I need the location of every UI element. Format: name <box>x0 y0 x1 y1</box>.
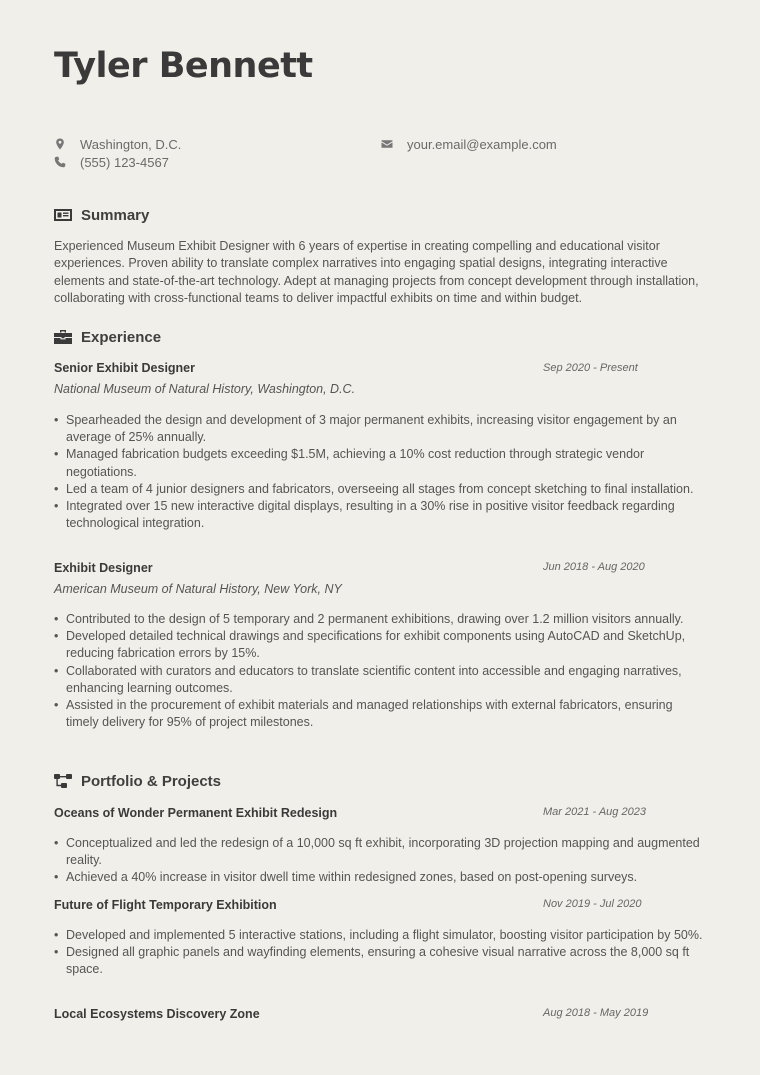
diagram-icon <box>54 773 72 789</box>
bullet-item: • Collaborated with curators and educators to translate scientific content into accessible and engaging narratives, enhancing learning outcomes. <box>54 663 706 697</box>
contact-phone <box>54 153 169 171</box>
phone-text: (555) 123-4567 <box>80 154 169 170</box>
job-title: Senior Exhibit Designer <box>54 361 196 375</box>
briefcase-icon <box>54 329 72 345</box>
contact-location <box>54 135 181 153</box>
summary-title: Summary <box>81 206 150 224</box>
experience-heading <box>54 327 161 347</box>
bullet-item: • Assisted in the procurement of exhibit materials and managed relationships with external fabricators, ensuring timely delivery for 95% of project milestones. <box>54 697 706 731</box>
job-title: Exhibit Designer <box>54 561 153 575</box>
project-title: Oceans of Wonder Permanent Exhibit Redesign <box>54 806 338 820</box>
project-bullets <box>54 927 706 979</box>
envelope-icon <box>381 138 393 150</box>
bullet-item: • Designed all graphic panels and wayfinding elements, ensuring a cohesive visual narrative across the 8,000 sq ft space. <box>54 944 706 978</box>
bullet-item: • Developed and implemented 5 interactive stations, including a flight simulator, boosting visitor participation by 50%. <box>54 927 706 944</box>
map-pin-icon <box>54 138 66 150</box>
project-date: Nov 2019 - Jul 2020 <box>543 898 642 910</box>
bullet-item: • Achieved a 40% increase in visitor dwell time within redesigned zones, based on post-opening surveys. <box>54 869 706 886</box>
project-date: Aug 2018 - May 2019 <box>543 1007 649 1019</box>
job-date: Sep 2020 - Present <box>543 362 638 374</box>
bullet-item: • Conceptualized and led the redesign of a 10,000 sq ft exhibit, incorporating 3D projection mapping and augmented reality. <box>54 835 706 869</box>
bullet-item: • Contributed to the design of 5 temporary and 2 permanent exhibitions, drawing over 1.2 million visitors annually. <box>54 611 706 628</box>
project-title: Local Ecosystems Discovery Zone <box>54 1007 260 1021</box>
projects-title: Portfolio & Projects <box>81 772 222 790</box>
project-title: Future of Flight Temporary Exhibition <box>54 898 277 912</box>
candidate-name: Tyler Bennett <box>54 46 313 86</box>
job-date: Jun 2018 - Aug 2020 <box>543 561 645 573</box>
bullet-item: • Managed fabrication budgets exceeding $1.5M, achieving a 10% cost reduction through strategic vendor negotiations. <box>54 446 706 480</box>
projects-heading <box>54 771 221 791</box>
experience-title: Experience <box>81 328 162 346</box>
bullet-item: • Led a team of 4 junior designers and fabricators, overseeing all stages from concept sketching to final installation. <box>54 481 706 498</box>
project-date: Mar 2021 - Aug 2023 <box>543 806 646 818</box>
job-bullets <box>54 412 706 532</box>
id-card-icon <box>54 207 72 223</box>
job-organization: National Museum of Natural History, Washington, D.C. <box>54 382 356 396</box>
bullet-item: • Developed detailed technical drawings and specifications for exhibit components using AutoCAD and SketchUp, reducing fabrication errors by 15%. <box>54 628 706 662</box>
email-link[interactable]: your.email@example.com <box>407 136 557 152</box>
location-text: Washington, D.C. <box>80 136 182 152</box>
job-organization: American Museum of Natural History, New York, NY <box>54 582 342 596</box>
job-bullets <box>54 611 706 731</box>
phone-icon <box>54 156 66 168</box>
summary-heading <box>54 205 149 225</box>
bullet-item: • Integrated over 15 new interactive digital displays, resulting in a 30% rise in positive visitor feedback regarding technological integration. <box>54 498 706 532</box>
summary-text: Experienced Museum Exhibit Designer with 6 years of expertise in creating compelling and educational visitor experiences. Proven ability to translate complex narratives into engaging spatial designs, integrating interactive elements and state-of-the-art technology. Adept at managing projects from concept development through installation, collaborating with cross-functional teams to deliver impactful exhibits on time and within budget. <box>54 239 699 305</box>
project-bullets <box>54 835 706 887</box>
bullet-item: • Spearheaded the design and development of 3 major permanent exhibits, increasing visitor engagement by an average of 25% annually. <box>54 412 706 446</box>
contact-email[interactable] <box>381 135 557 153</box>
